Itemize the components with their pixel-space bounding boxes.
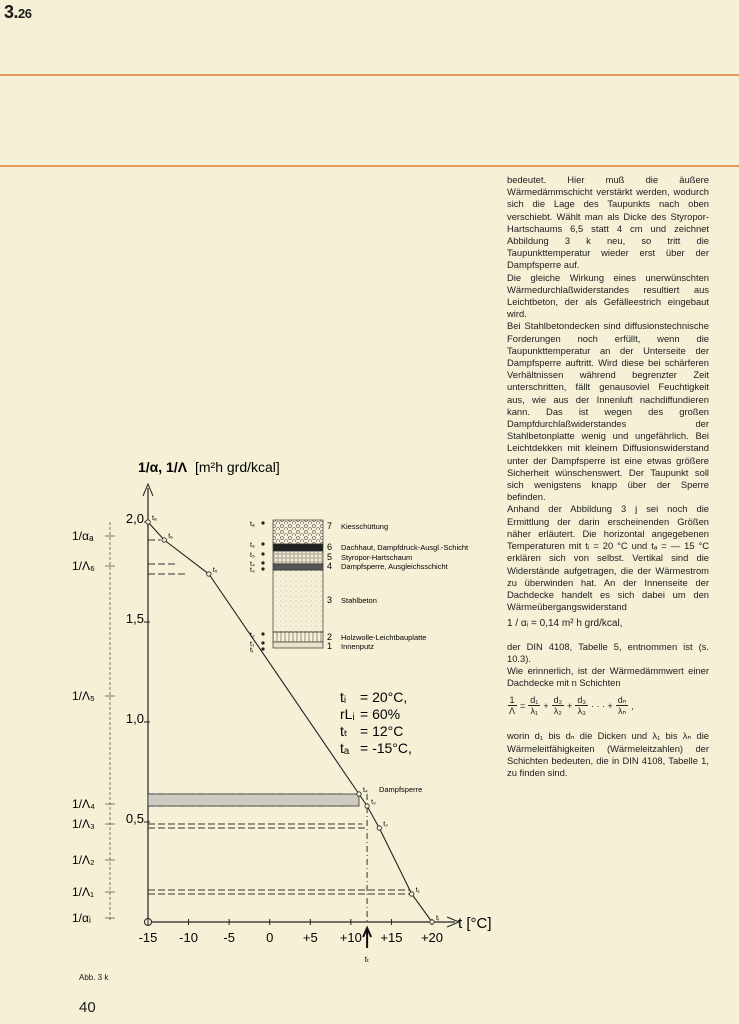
- page-number: 40: [79, 999, 96, 1016]
- legend-point-label: t₅: [250, 552, 255, 559]
- paragraph: worin d₁ bis dₙ die Dicken und λ₁ bis λₙ die Wärmeleitfähigkeiten (Wärmeleitzahlen) der Schichten bedeuten, die in DIN 4108, Tabelle 1, zu finden sind.: [507, 730, 709, 778]
- legend-point-dot: [261, 542, 264, 545]
- profile-point-label: t₂: [383, 821, 388, 828]
- chapter-minor: 26: [18, 6, 32, 21]
- legend-point-label: t₆: [250, 542, 255, 549]
- legend-number: 2: [327, 632, 333, 642]
- legend-text: Kiesschüttung: [341, 522, 389, 531]
- frac-num: d₁: [530, 695, 539, 706]
- legend-number: 4: [327, 561, 333, 571]
- dew-point-arrow: [363, 928, 371, 948]
- x-tick-label: -15: [138, 930, 158, 945]
- y-tick-label: 1,5: [125, 611, 144, 626]
- frac-den: Λ: [509, 706, 516, 717]
- x-tick-label: -10: [179, 930, 198, 945]
- x-tick-label: +10: [339, 930, 362, 945]
- legend-point-label: tₐ: [250, 521, 255, 528]
- x-tick-label: +20: [420, 930, 444, 945]
- profile-point-label: t₄: [362, 787, 368, 794]
- profile-point-label: t₅: [212, 567, 218, 574]
- x-axis-label: t [°C]: [458, 915, 492, 932]
- frac-num: 1: [509, 695, 515, 706]
- resistance-label: 1/Λ₂: [72, 853, 95, 867]
- ellipsis: · · · +: [591, 700, 613, 711]
- legend-point-label: t₂: [250, 632, 255, 639]
- y-tick-label: 2,0: [125, 511, 144, 526]
- section-layer: [273, 551, 323, 564]
- legend-number: 3: [327, 595, 333, 605]
- legend-text: Dampfsperre, Ausgleichsschicht: [341, 562, 448, 571]
- frac-den: λ₃: [577, 706, 586, 717]
- section-layer: [273, 632, 323, 642]
- x-tick-label: 0: [266, 930, 274, 945]
- paragraph: Bei Stahlbetondecken sind diffusionstechnische Forderungen noch erfüllt, wenn die Taupunkttemperatur an der Unterseite der Dampfsperre auftritt. Wird diese bei schärferen Verhältnissen während begrenzter Zeit unterschritten, fällt genausoviel Feuchtigkeit aus, wie aus der Innenluft nachdiffundieren kann. Das ist wegen des großen Dampfdurchlaßwiderstandes der Stahlbetonplatte wenig und ungefährlich. Bei Leichtdekken mit kleinem Diffusionswiderstand unter der Dampfsperre ist eine etwas größere Sicherheit wünschenswert. Der Taupunkt soll sich wenigstens knapp über der Sperre befinden.: [507, 320, 709, 503]
- resistance-label: 1/Λ₁: [72, 885, 95, 899]
- dampfsperre-band: [148, 794, 359, 806]
- frac-num: d₂: [553, 695, 563, 706]
- profile-point-label: tₐ: [152, 515, 157, 522]
- condition-value: = 60%: [360, 706, 401, 722]
- condition-symbol: tᵢ: [340, 689, 347, 705]
- legend-point-dot: [261, 552, 264, 555]
- condition-symbol: rLᵢ: [340, 706, 355, 722]
- section-layer: [273, 570, 323, 632]
- header-rule-top: [0, 74, 739, 76]
- paragraph: Die gleiche Wirkung eines unerwünschten Wärmedurchlaßwiderstandes resultiert aus Leichtbeton, der als Gefälleestrich eingebaut wird.: [507, 271, 709, 320]
- paragraph: der DIN 4108, Tabelle 5, entnommen ist (s. 10.3).: [507, 640, 709, 664]
- legend-point-dot: [261, 521, 264, 524]
- section-layer: [273, 642, 323, 648]
- dampfsperre-label: Dampfsperre: [378, 785, 423, 794]
- legend-point-dot: [261, 561, 264, 564]
- legend-text: Dachhaut, Dampfdruck-Ausgl.-Schicht: [341, 543, 469, 552]
- condition-symbol: tₐ: [340, 740, 350, 756]
- section-layer: [273, 564, 323, 570]
- y-axis-label: 1/α, 1/Λ: [138, 459, 188, 475]
- condition-value: = 12°C: [360, 723, 404, 739]
- frac-num: dₙ: [617, 695, 627, 706]
- plus-sign: +: [567, 700, 573, 711]
- paragraph: bedeutet. Hier muß die äußere Wärmedämmschicht verstärkt werden, wodurch sich die Lage des Taupunkts nach oben verschiebt. Wählt man als Dicke des Styropor-Hartschaums 6,5 statt 4 cm und zeichnet Abbildung 3 k neu, so tritt die Taupunkttemperatur wieder erst über der Dampfsperre auf.: [507, 174, 709, 271]
- chapter-major: 3.: [4, 2, 19, 22]
- temperature-resistance-diagram: [0, 440, 510, 970]
- legend-text: Stahlbeton: [341, 596, 377, 605]
- y-tick-label: 1,0: [125, 711, 144, 726]
- profile-point: [162, 538, 166, 542]
- frac-den: λ₂: [553, 706, 562, 717]
- resistance-label: 1/αᵢ: [72, 911, 91, 925]
- legend-point-dot: [261, 632, 264, 635]
- profile-point-label: t₃: [371, 799, 376, 806]
- legend-point-label: t₃: [250, 567, 255, 574]
- chapter-number: [4, 2, 31, 23]
- figure-caption: Abb. 3 k: [79, 973, 109, 982]
- legend-text: Innenputz: [341, 642, 374, 651]
- body-text-column: [507, 174, 709, 779]
- legend-text: Styropor-Hartschaum: [341, 553, 413, 562]
- legend-point-dot: [261, 641, 264, 644]
- legend-point-dot: [261, 647, 264, 650]
- resistance-label: 1/Λ₄: [72, 797, 95, 811]
- profile-point-label: t₁: [415, 887, 421, 894]
- x-tick-label: -5: [223, 930, 235, 945]
- legend-number: 6: [327, 542, 333, 552]
- comma: ,: [631, 700, 634, 711]
- section-layer: [273, 520, 323, 544]
- legend-number: 5: [327, 552, 333, 562]
- condition-symbol: tₜ: [340, 723, 349, 739]
- formula-alpha: 1 / αᵢ = 0,14 m² h grd/kcal,: [507, 618, 623, 630]
- profile-point: [365, 804, 369, 808]
- condition-value: = -15°C,: [360, 740, 412, 756]
- resistance-label: 1/αₐ: [72, 529, 94, 543]
- legend-point-label: t₁: [250, 641, 255, 648]
- legend-point-label: tᵢ: [250, 647, 254, 654]
- resistance-label: 1/Λ₆: [72, 559, 95, 573]
- resistance-label: 1/Λ₃: [72, 817, 95, 831]
- x-tick-label: +15: [380, 930, 403, 945]
- legend-number: 7: [327, 521, 333, 531]
- legend-text: Holzwolle-Leichtbauplatte: [341, 633, 427, 642]
- frac-den: λₙ: [618, 706, 627, 717]
- condition-value: = 20°C,: [360, 689, 408, 705]
- dew-point-label: tₜ: [364, 955, 370, 964]
- equals-sign: =: [520, 700, 526, 711]
- profile-point: [410, 892, 414, 896]
- profile-point-label: tᵢ: [436, 915, 440, 922]
- profile-point: [430, 920, 434, 924]
- section-layer: [273, 544, 323, 551]
- paragraph: Wie erinnerlich, ist der Wärmedämmwert einer Dachdecke mit n Schichten: [507, 664, 709, 689]
- legend-point-dot: [261, 567, 264, 570]
- frac-num: d₃: [577, 695, 587, 706]
- y-tick-label: 0,5: [125, 811, 144, 826]
- plus-sign: +: [543, 700, 549, 711]
- profile-point: [146, 520, 150, 524]
- frac-den: λ₁: [530, 706, 539, 717]
- profile-point-label: t₆: [168, 533, 174, 540]
- profile-point: [377, 826, 381, 830]
- legend-point-label: t₄: [250, 561, 255, 568]
- paragraph: Anhand der Abbildung 3 j sei noch die Ermittlung der darin erscheinenden Größen näher erläutert. Die horizontal angegebenen Temperaturen mit tᵢ = 20 °C und tₐ = — 15 °C erklären sich von selbst. Vertikal sind die Widerstände aufgetragen, die der Wärmestrom zu überwinden hat. An der Innenseite der Dachdecke handelt es sich dabei um den Wärmeübergangswiderstand: [507, 503, 709, 613]
- sum-formula: [507, 695, 709, 716]
- profile-point: [207, 572, 211, 576]
- y-axis-unit: [m²h grd/kcal]: [195, 459, 280, 475]
- header-rule-bottom: [0, 165, 739, 167]
- legend-number: 1: [327, 641, 333, 651]
- profile-point: [357, 792, 361, 796]
- x-tick-label: +5: [302, 930, 318, 945]
- resistance-label: 1/Λ₅: [72, 689, 95, 703]
